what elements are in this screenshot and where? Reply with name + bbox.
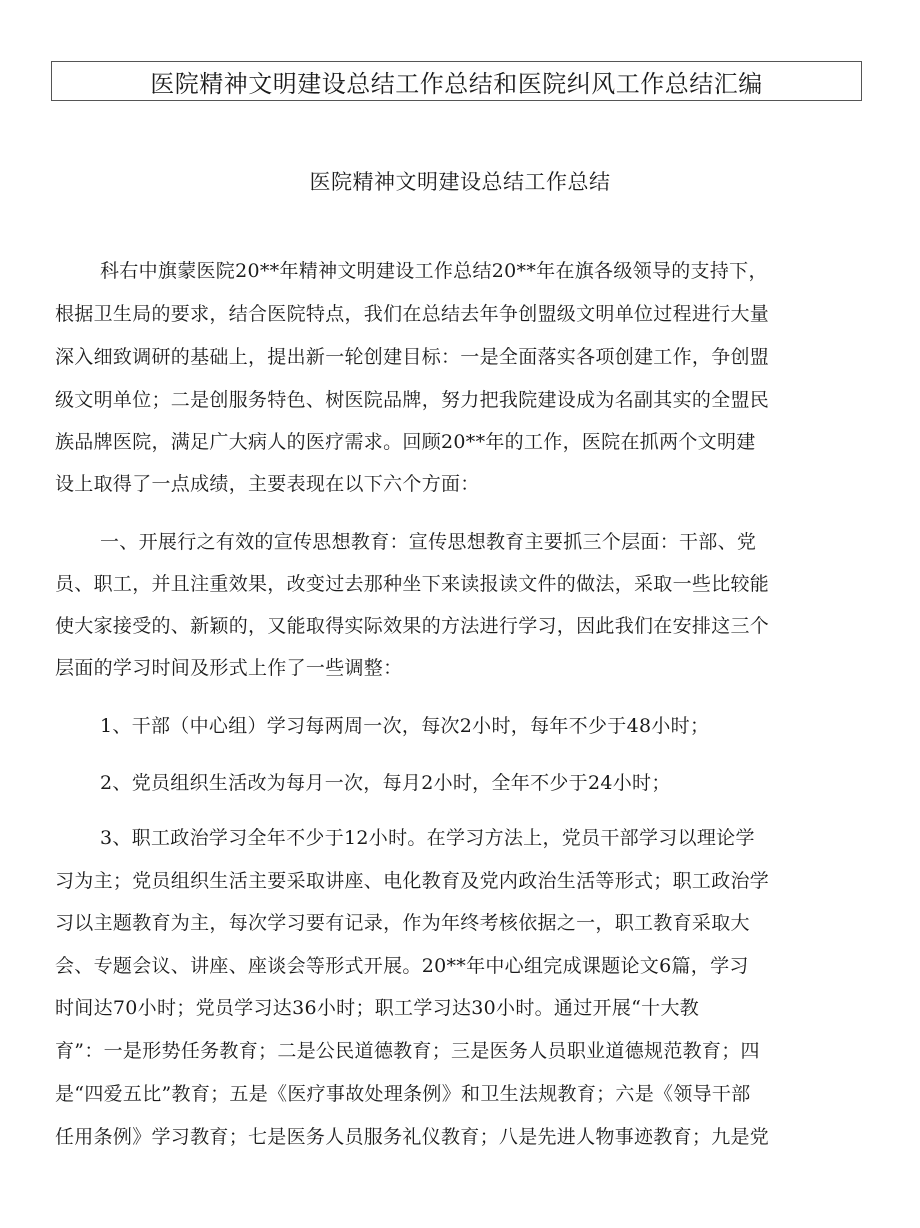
body-line: 员、职工，并且注重效果，改变过去那种坐下来读报读文件的做法，采取一些比较能	[55, 573, 770, 595]
body-line: 习为主；党员组织生活主要采取讲座、电化教育及党内政治生活等形式；职工政治学	[55, 870, 770, 892]
body-line: 根据卫生局的要求，结合医院特点，我们在总结去年争创盟级文明单位过程进行大量	[55, 303, 770, 325]
body-line: 习以主题教育为主，每次学习要有记录，作为年终考核依据之一，职工教育采取大	[55, 912, 750, 934]
body-line: 科右中旗蒙医院20**年精神文明建设工作总结20**年在旗各级领导的支持下，	[100, 260, 768, 282]
body-line: 任用条例》学习教育；七是医务人员服务礼仪教育；八是先进人物事迹教育；九是党	[55, 1126, 770, 1148]
body-line: 一、开展行之有效的宣传思想教育：宣传思想教育主要抓三个层面：干部、党	[100, 531, 757, 553]
body-line: 级文明单位；二是创服务特色、树医院品牌，努力把我院建设成为名副其实的全盟民	[55, 389, 770, 411]
body-line: 族品牌医院，满足广大病人的医疗需求。回顾20**年的工作，医院在抓两个文明建	[55, 431, 756, 453]
body-line: 育”：一是形势任务教育；二是公民道德教育；三是医务人员职业道德规范教育；四	[55, 1040, 760, 1062]
list-item: 1、干部（中心组）学习每两周一次，每次2小时，每年不少于48小时；	[100, 715, 710, 737]
body-line: 时间达70小时；党员学习达36小时；职工学习达30小时。通过开展“十大教	[55, 997, 700, 1019]
body-line: 使大家接受的、新颖的，又能取得实际效果的方法进行学习，因此我们在安排这三个	[55, 615, 770, 637]
body-line: 层面的学习时间及形式上作了一些调整：	[55, 657, 403, 679]
body-line: 会、专题会议、讲座、座谈会等形式开展。20**年中心组完成课题论文6篇，学习	[55, 955, 749, 977]
section-title: 医院精神文明建设总结工作总结	[309, 170, 611, 194]
body-line: 设上取得了一点成绩，主要表现在以下六个方面：	[55, 473, 480, 495]
body-line: 3、职工政治学习全年不少于12小时。在学习方法上，党员干部学习以理论学	[100, 827, 755, 849]
list-item: 2、党员组织生活改为每月一次，每月2小时，全年不少于24小时；	[100, 772, 671, 794]
document-main-title: 医院精神文明建设总结工作总结和医院纠风工作总结汇编	[51, 61, 862, 101]
body-line: 深入细致调研的基础上，提出新一轮创建目标：一是全面落实各项创建工作，争创盟	[55, 346, 770, 368]
body-line: 是“四爱五比”教育；五是《医疗事故处理条例》和卫生法规教育；六是《领导干部	[55, 1083, 751, 1105]
